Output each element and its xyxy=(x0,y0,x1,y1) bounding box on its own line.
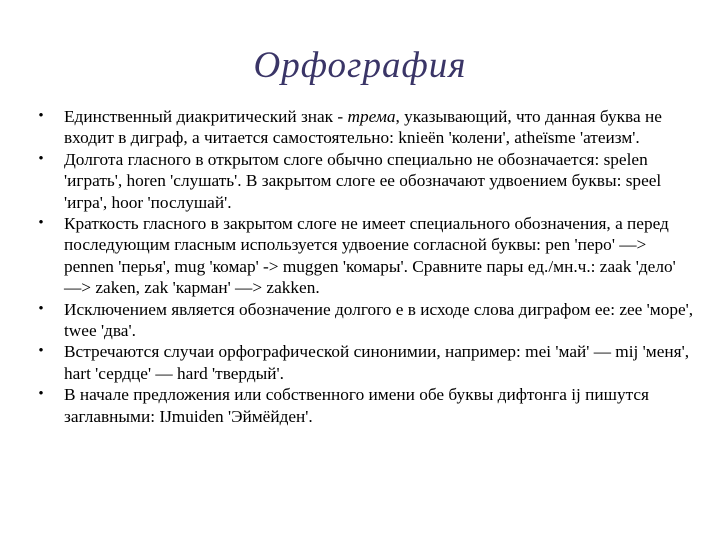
bullet-text: В начале предложения или собственного имени обе буквы дифтонга ij пишутся заглавными: IJmuiden 'Эймёйден'. xyxy=(64,385,649,426)
bullet-list xyxy=(34,106,694,427)
bullet-icon: • xyxy=(38,386,44,403)
bullet-text: Исключением является обозначение долгого е в исходе слова диграфом ee: zee 'море', twee 'два'. xyxy=(64,299,694,341)
bullet-text: Краткость гласного в закрытом слоге не имеет специального обозначения, а перед последующим гласным используется удвоение согласной буквы: pen 'перо' —> pennen 'перья', mug 'комар' -> muggen 'комары'. Сравните пары ед./мн.ч.: zaak 'дело' —> zaken, zak 'карман' —> zakken. xyxy=(64,214,676,298)
bullet-text: Встречаются случаи орфографической синонимии, например: mei 'май' — mij 'меня', hart 'сердце' — hard 'твердый'. xyxy=(64,342,690,383)
bullet-icon: • xyxy=(38,343,44,360)
bullet-text-pre: Единственный диакритический знак - xyxy=(64,107,348,126)
bullet-icon: • xyxy=(38,108,44,124)
bullet-item-long-vowel xyxy=(34,149,694,213)
bullet-text-post: , указывающий, что данная буква не входит в диграф, а читается самостоятельно: knieën 'колени', atheïsme 'атеизм'. xyxy=(64,107,662,148)
bullet-icon: • xyxy=(38,300,44,317)
bullet-item-short-vowel xyxy=(34,213,694,299)
bullet-item-trema xyxy=(34,106,694,149)
bullet-icon: • xyxy=(38,150,44,167)
bullet-item-exception xyxy=(34,299,694,342)
bullet-text: Долгота гласного в открытом слоге обычно специально не обозначается: spelen 'играть', horen 'слушать'. В закрытом слоге ее обозначают удвоением буквы: speel 'игра', hoor 'послушай'. xyxy=(64,149,662,212)
bullet-item-capitals xyxy=(34,384,694,427)
bullet-icon: • xyxy=(38,215,44,232)
bullet-item-synonymy xyxy=(34,341,694,384)
slide-title: Орфография xyxy=(253,45,467,86)
bullet-text-emphasis: трема xyxy=(347,107,396,126)
